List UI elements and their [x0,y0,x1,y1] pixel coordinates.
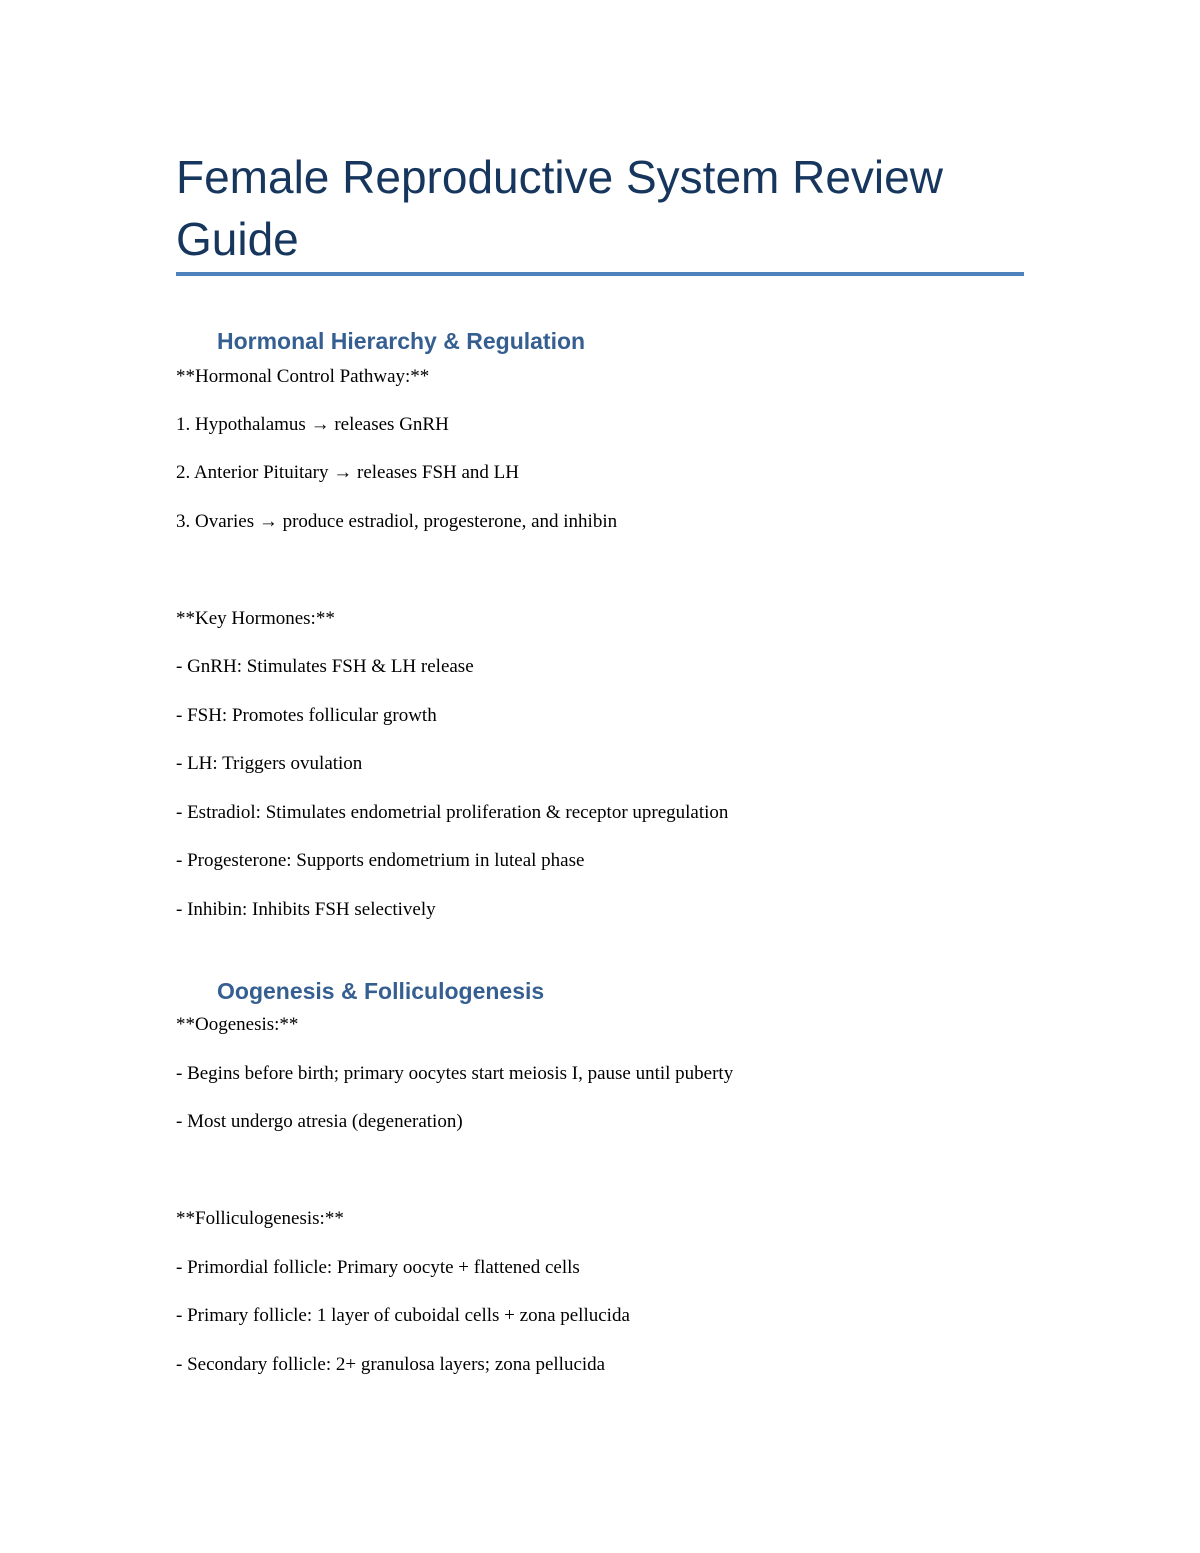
section-heading-oogenesis: Oogenesis & Folliculogenesis [217,978,545,1004]
list-item: 2. Anterior Pituitary → releases FSH and LH [176,462,520,483]
list-item: - GnRH: Stimulates FSH & LH release [176,656,474,677]
list-item: - Primary follicle: 1 layer of cuboidal cells + zona pellucida [176,1305,630,1326]
list-item: - LH: Triggers ovulation [176,753,363,774]
list-item: 3. Ovaries → produce estradiol, progesterone, and inhibin [176,511,618,532]
list-item: - Primordial follicle: Primary oocyte + flattened cells [176,1257,580,1278]
title-underline [176,272,1024,276]
list-item: - FSH: Promotes follicular growth [176,705,437,726]
subheading-key-hormones: **Key Hormones:** [176,608,335,629]
list-item: - Secondary follicle: 2+ granulosa layers; zona pellucida [176,1354,606,1375]
list-item: - Begins before birth; primary oocytes start meiosis I, pause until puberty [176,1063,734,1084]
section-heading-hormonal: Hormonal Hierarchy & Regulation [217,328,586,354]
subheading-folliculogenesis: **Folliculogenesis:** [176,1208,344,1229]
subheading-hormonal-control: **Hormonal Control Pathway:** [176,366,430,387]
page-title: Female Reproductive System Review Guide [176,151,943,265]
list-item: - Estradiol: Stimulates endometrial proliferation & receptor upregulation [176,802,729,823]
list-item: - Progesterone: Supports endometrium in luteal phase [176,850,585,871]
list-item: 1. Hypothalamus → releases GnRH [176,414,449,435]
subheading-oogenesis: **Oogenesis:** [176,1014,299,1035]
list-item: - Most undergo atresia (degeneration) [176,1111,463,1132]
list-item: - Inhibin: Inhibits FSH selectively [176,899,436,920]
